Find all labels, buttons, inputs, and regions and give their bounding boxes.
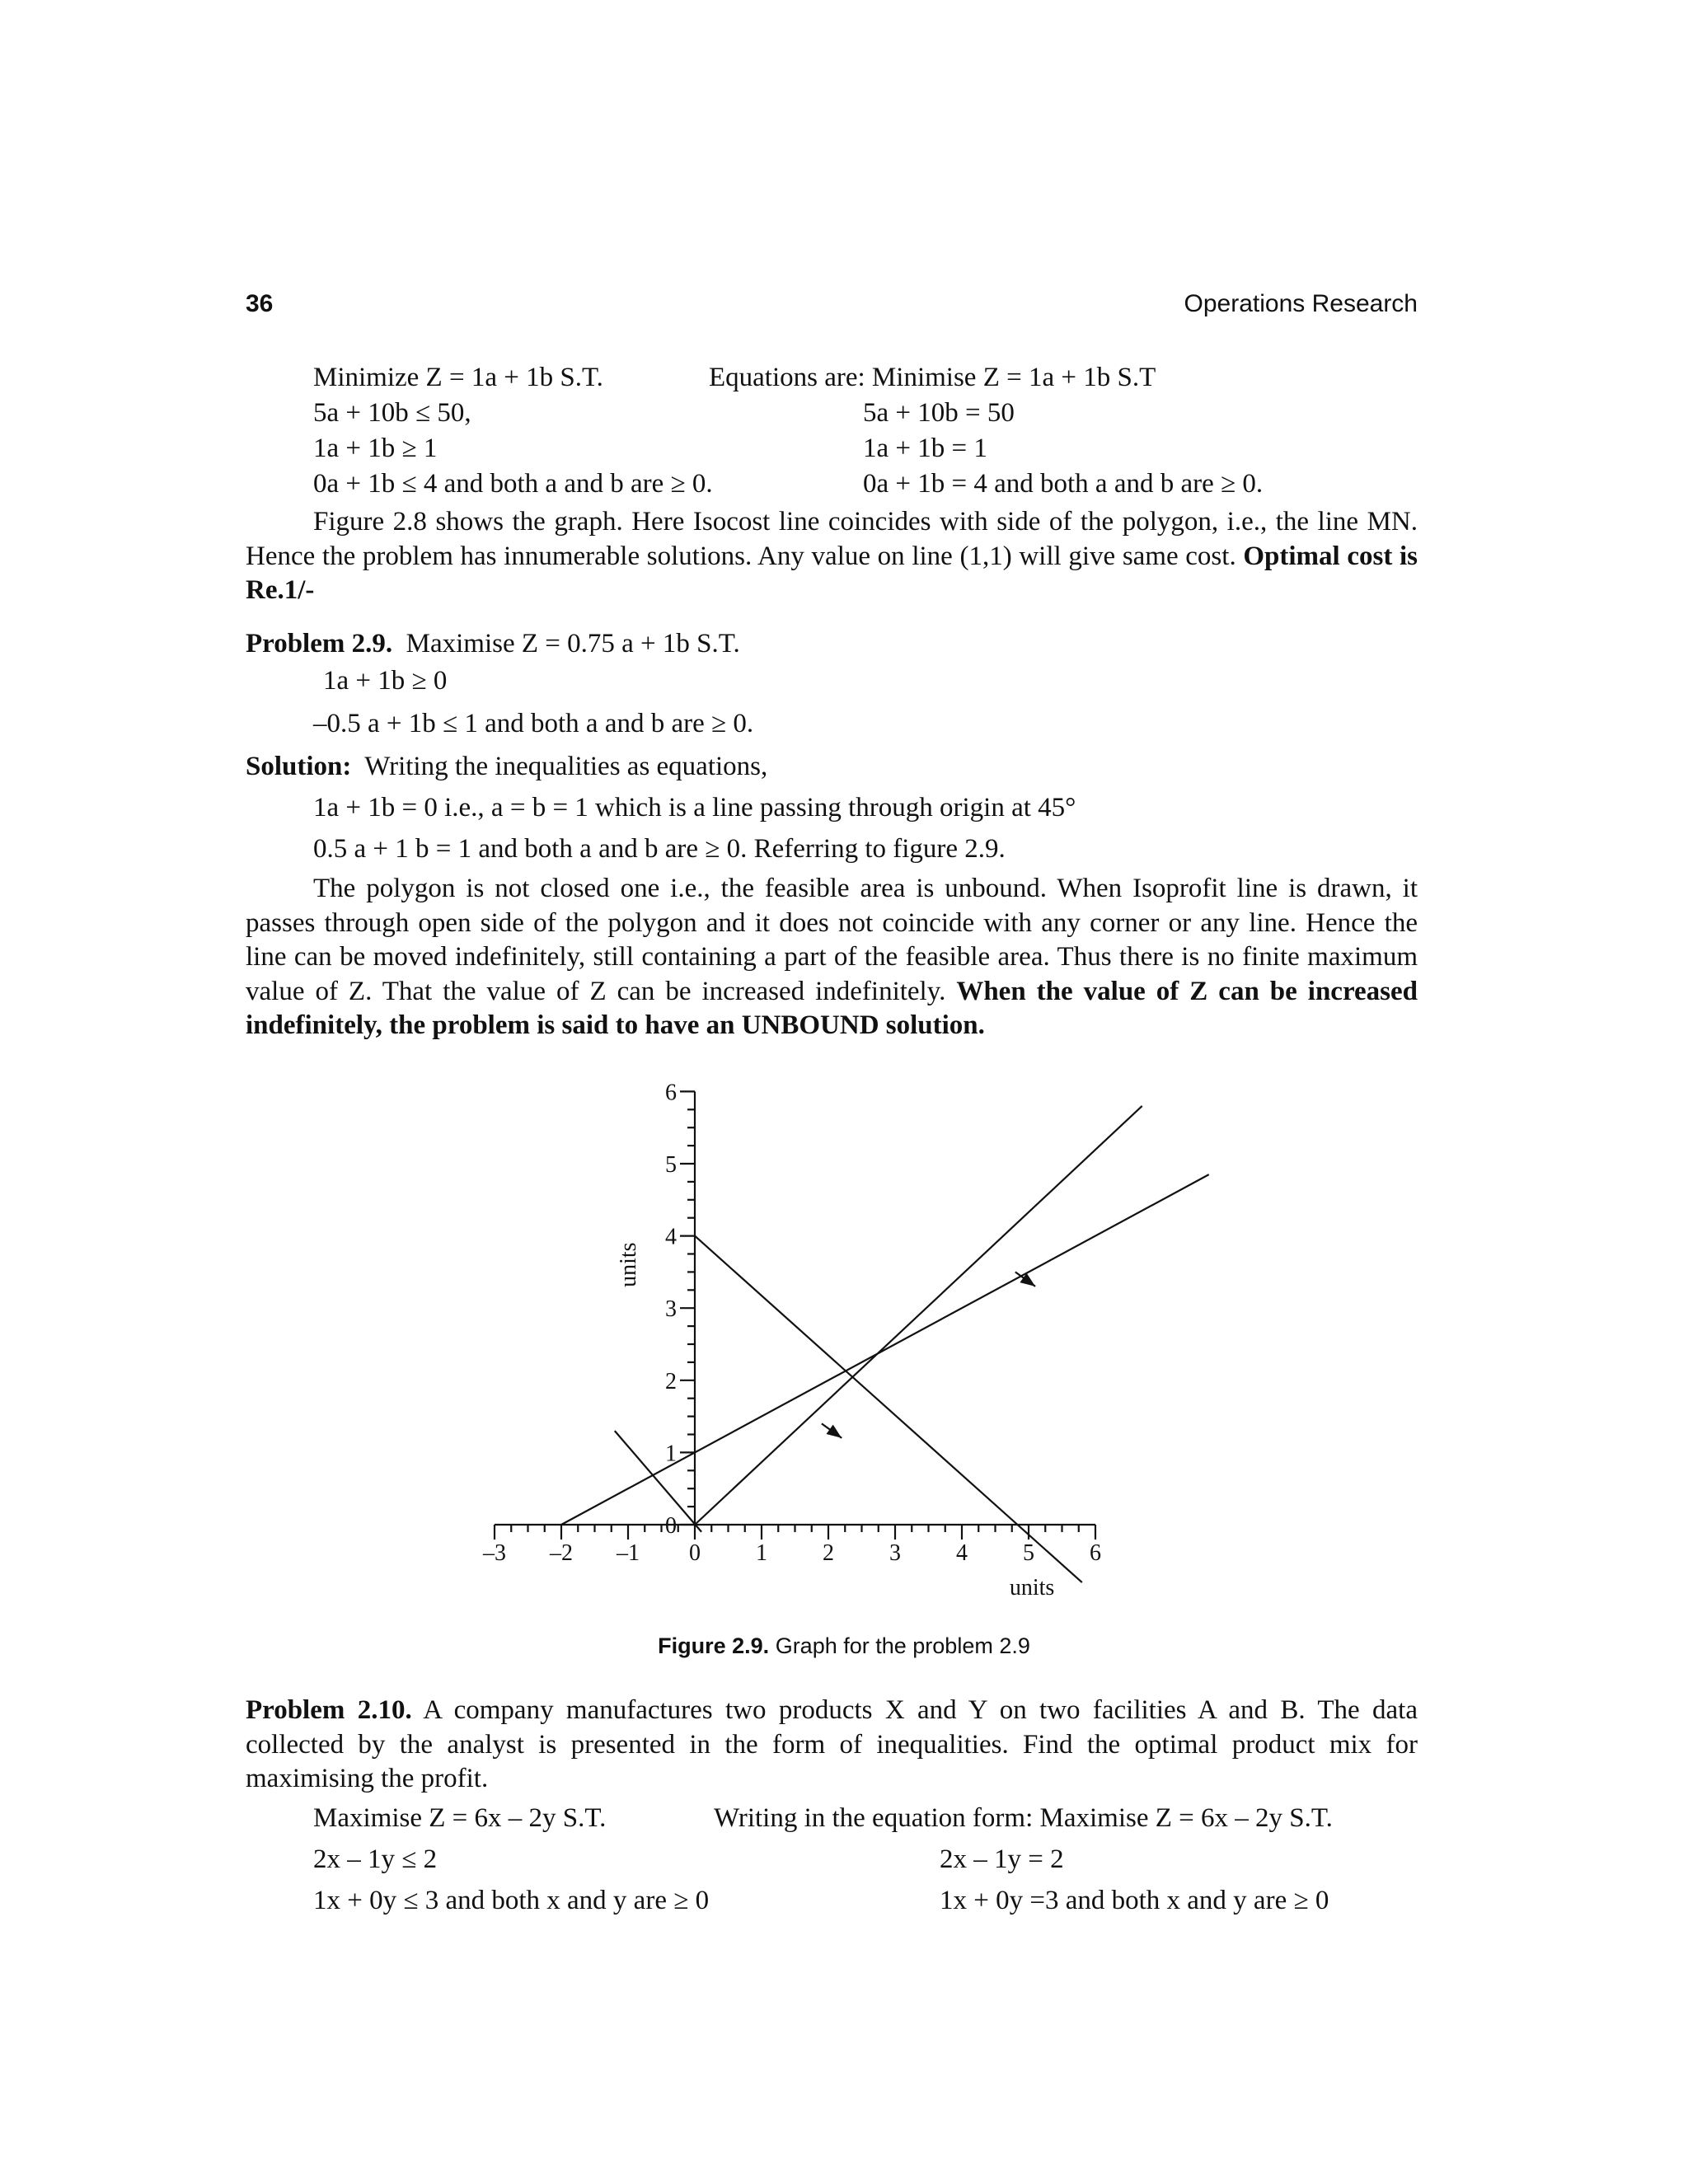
problem-2-10 xyxy=(246,1694,1418,1797)
x-tick-label: 6 xyxy=(1090,1540,1101,1566)
problem-2-10-text: A company manufactures two products X and Y on two facilities A and B. The data collected by the analyst is presented in the form of inequalities. Find the optimal product mix for maximising the profit. xyxy=(246,1695,1418,1793)
problem-2-9 xyxy=(246,630,740,658)
series-line-2 xyxy=(695,1106,1142,1525)
series-line-3 xyxy=(695,1236,1082,1582)
paragraph-fig-2-8-text: Figure 2.8 shows the graph. Here Isocost line coincides with side of the polygon, i.e., the line MN. Hence the problem has innumerable solutions. Any value on line (1,1) will give same cost. xyxy=(246,507,1418,571)
series-line-4 xyxy=(615,1431,701,1532)
y-tick-label: 5 xyxy=(665,1152,677,1178)
series-line-1 xyxy=(561,1174,1209,1525)
problem-2-10-right-3: 1x + 0y =3 and both x and y are ≥ 0 xyxy=(940,1886,1329,1915)
x-tick-label: 4 xyxy=(956,1540,968,1566)
y-tick-label: 0 xyxy=(665,1513,677,1539)
problem-2-9-statement: Maximise Z = 0.75 a + 1b S.T. xyxy=(406,629,740,658)
y-tick-label: 1 xyxy=(665,1441,677,1467)
y-tick-label: 6 xyxy=(665,1080,677,1106)
arrow-head-2 xyxy=(827,1425,842,1438)
x-axis-label: units xyxy=(1009,1575,1055,1601)
y-axis-label: units xyxy=(616,1242,641,1287)
page-number: 36 xyxy=(246,290,274,317)
x-tick-label: –3 xyxy=(483,1540,506,1566)
series-lines xyxy=(561,1106,1209,1582)
x-tick-label: 1 xyxy=(756,1540,767,1566)
unbound-conclusion: When the value of Z can be increased indefinitely, the problem is said to have an UNBOUND solution. xyxy=(246,976,1418,1040)
direction-arrows xyxy=(822,1272,1035,1437)
y-tick-label: 2 xyxy=(665,1368,677,1394)
block1-left-4: 0a + 1b ≤ 4 and both a and b are ≥ 0. xyxy=(313,469,713,499)
y-tick-label: 3 xyxy=(665,1296,677,1323)
x-tick-label: –2 xyxy=(550,1540,573,1566)
solution-label: Solution: xyxy=(246,752,352,781)
block1-left-3: 1a + 1b ≥ 1 xyxy=(313,434,438,463)
ticks xyxy=(495,1091,1095,1540)
x-tick-label: –1 xyxy=(617,1540,640,1566)
block1-left-1: Minimize Z = 1a + 1b S.T. xyxy=(313,363,603,392)
paragraph-fig-2-8 xyxy=(246,505,1418,608)
problem-2-10-left-1: Maximise Z = 6x – 2y S.T. xyxy=(313,1803,607,1833)
paragraph-unbound-text: The polygon is not closed one i.e., the feasible area is unbound. When Isoprofit line is drawn, it passes through open side of the polygon and it does not coincide with any corner or any line. Hence the line can be moved indefinitely, still containing a part of the feasible area. Thus there is no finite maximum value of Z. That the value of Z can be increased indefinitely. xyxy=(246,874,1418,1006)
paragraph-unbound xyxy=(246,872,1418,1043)
problem-2-10-label: Problem 2.10. xyxy=(246,1695,412,1725)
running-title: Operations Research xyxy=(1184,290,1418,317)
x-tick-label: 5 xyxy=(1023,1540,1034,1566)
problem-2-10-left-2: 2x – 1y ≤ 2 xyxy=(313,1844,438,1874)
problem-2-10-right-1: Writing in the equation form: Maximise Z = 6x – 2y S.T. xyxy=(714,1803,1333,1833)
problem-2-9-label: Problem 2.9. xyxy=(246,629,393,658)
solution xyxy=(246,753,767,780)
x-tick-label: 3 xyxy=(889,1540,901,1566)
solution-equation-2: 0.5 a + 1 b = 1 and both a and b are ≥ 0. Referring to figure 2.9. xyxy=(313,834,1006,864)
figure-2-9-graph xyxy=(445,1071,1236,1648)
solution-text: Writing the inequalities as equations, xyxy=(364,752,768,781)
figure-caption-text: Graph for the problem 2.9 xyxy=(775,1633,1030,1658)
tick-labels xyxy=(482,1080,1101,1601)
axes xyxy=(495,1091,1095,1525)
problem-2-9-constraint-2: –0.5 a + 1b ≤ 1 and both a and b are ≥ 0. xyxy=(313,709,754,738)
block1-left-2: 5a + 10b ≤ 50, xyxy=(313,398,471,428)
y-tick-label: 4 xyxy=(665,1224,677,1250)
block1-right-4: 0a + 1b = 4 and both a and b are ≥ 0. xyxy=(863,469,1264,499)
solution-equation-1: 1a + 1b = 0 i.e., a = b = 1 which is a line passing through origin at 45° xyxy=(313,793,1076,823)
block1-right-1: Equations are: Minimise Z = 1a + 1b S.T xyxy=(709,363,1156,392)
problem-2-10-right-2: 2x – 1y = 2 xyxy=(940,1844,1064,1874)
block1-right-3: 1a + 1b = 1 xyxy=(863,434,987,463)
optimal-cost-text: Optimal cost is Re.1/- xyxy=(246,541,1418,605)
figure-caption xyxy=(0,1633,1688,1659)
x-tick-label: 2 xyxy=(823,1540,834,1566)
problem-2-9-constraint-1: 1a + 1b ≥ 0 xyxy=(323,666,448,696)
x-tick-label: 0 xyxy=(689,1540,701,1566)
problem-2-10-left-3: 1x + 0y ≤ 3 and both x and y are ≥ 0 xyxy=(313,1886,710,1915)
block1-right-2: 5a + 10b = 50 xyxy=(863,398,1015,428)
figure-label: Figure 2.9. xyxy=(658,1633,770,1658)
